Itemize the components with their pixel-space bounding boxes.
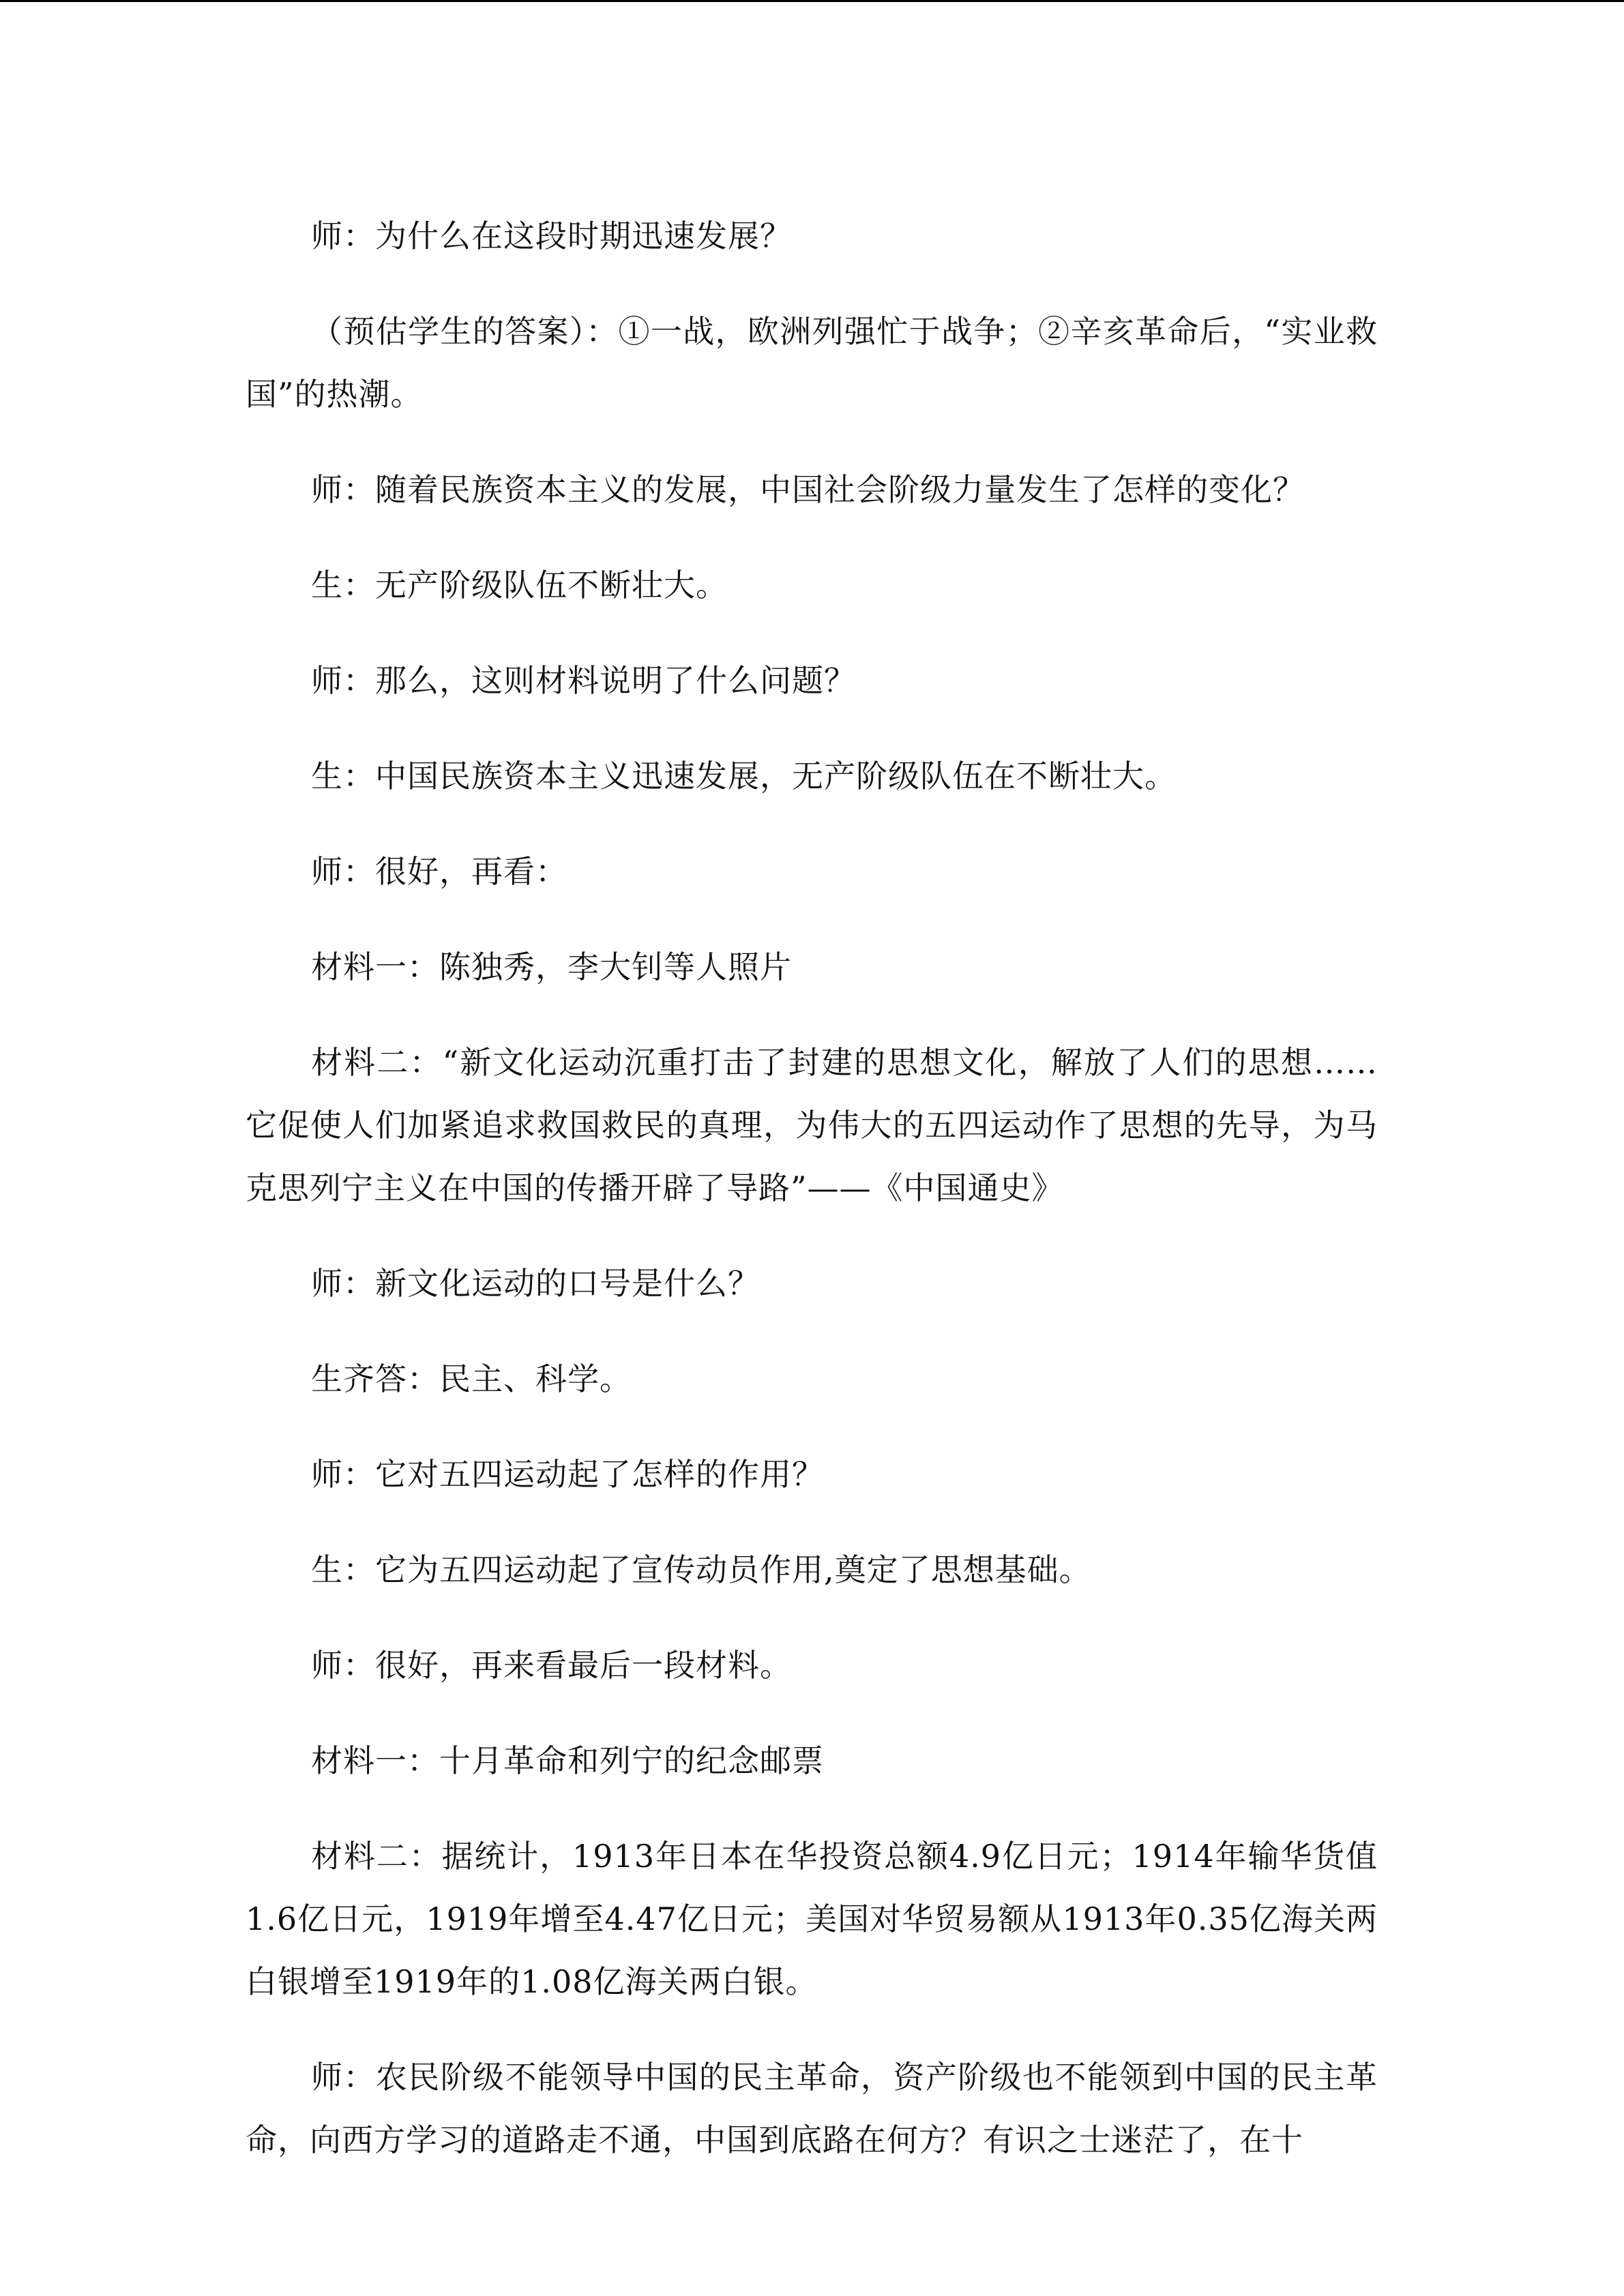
paragraph-10: 师：新文化运动的口号是什么？: [311, 1265, 760, 1302]
paragraph-9: 材料二：“新文化运动沉重打击了封建的思想文化，解放了人们的思想……它促使人们加紧追求救国救民的真理，为伟大的五四运动作了思想的先导，为马克思列宁主义在中国的传播开辟了导路”——《中国通史》: [246, 1044, 1378, 1206]
paragraph-17: 师：农民阶级不能领导中国的民主革命，资产阶级也不能领到中国的民主革命，向西方学习的道路走不通，中国到底路在何方？有识之士迷茫了，在十: [246, 2059, 1378, 2158]
paragraph-2: （预估学生的答案）：①一战，欧洲列强忙于战争；②辛亥革命后，“实业救国”的热潮。: [246, 313, 1378, 413]
paragraph-4: 生：无产阶级队伍不断壮大。: [311, 567, 728, 603]
paragraph-5: 师：那么，这则材料说明了什么问题？: [311, 662, 856, 699]
paragraph-7: 师：很好，再看：: [311, 853, 567, 890]
paragraph-3: 师：随着民族资本主义的发展，中国社会阶级力量发生了怎样的变化？: [311, 471, 1305, 508]
paragraph-11: 生齐答：民主、科学。: [311, 1360, 632, 1397]
paragraph-13: 生：它为五四运动起了宣传动员作用,奠定了思想基础。: [311, 1551, 1091, 1588]
paragraph-14: 师：很好，再来看最后一段材料。: [311, 1647, 792, 1684]
paragraph-16: 材料二：据统计，1913年日本在华投资总额4.9亿日元；1914年输华货值1.6亿日元，1919年增至4.47亿日元；美国对华贸易额从1913年0.35亿海关两白银增至1919年的1.08亿海关两白银。: [246, 1838, 1378, 2000]
paragraph-1: 师：为什么在这段时期迅速发展？: [311, 218, 792, 254]
document-body: [246, 205, 1378, 2204]
paragraph-6: 生：中国民族资本主义迅速发展，无产阶级队伍在不断壮大。: [311, 758, 1177, 794]
page-top-border: [0, 0, 1624, 2]
paragraph-12: 师：它对五四运动起了怎样的作用？: [311, 1456, 824, 1493]
paragraph-8: 材料一：陈独秀，李大钊等人照片: [311, 949, 792, 985]
paragraph-15: 材料一：十月革命和列宁的纪念邮票: [311, 1742, 824, 1779]
